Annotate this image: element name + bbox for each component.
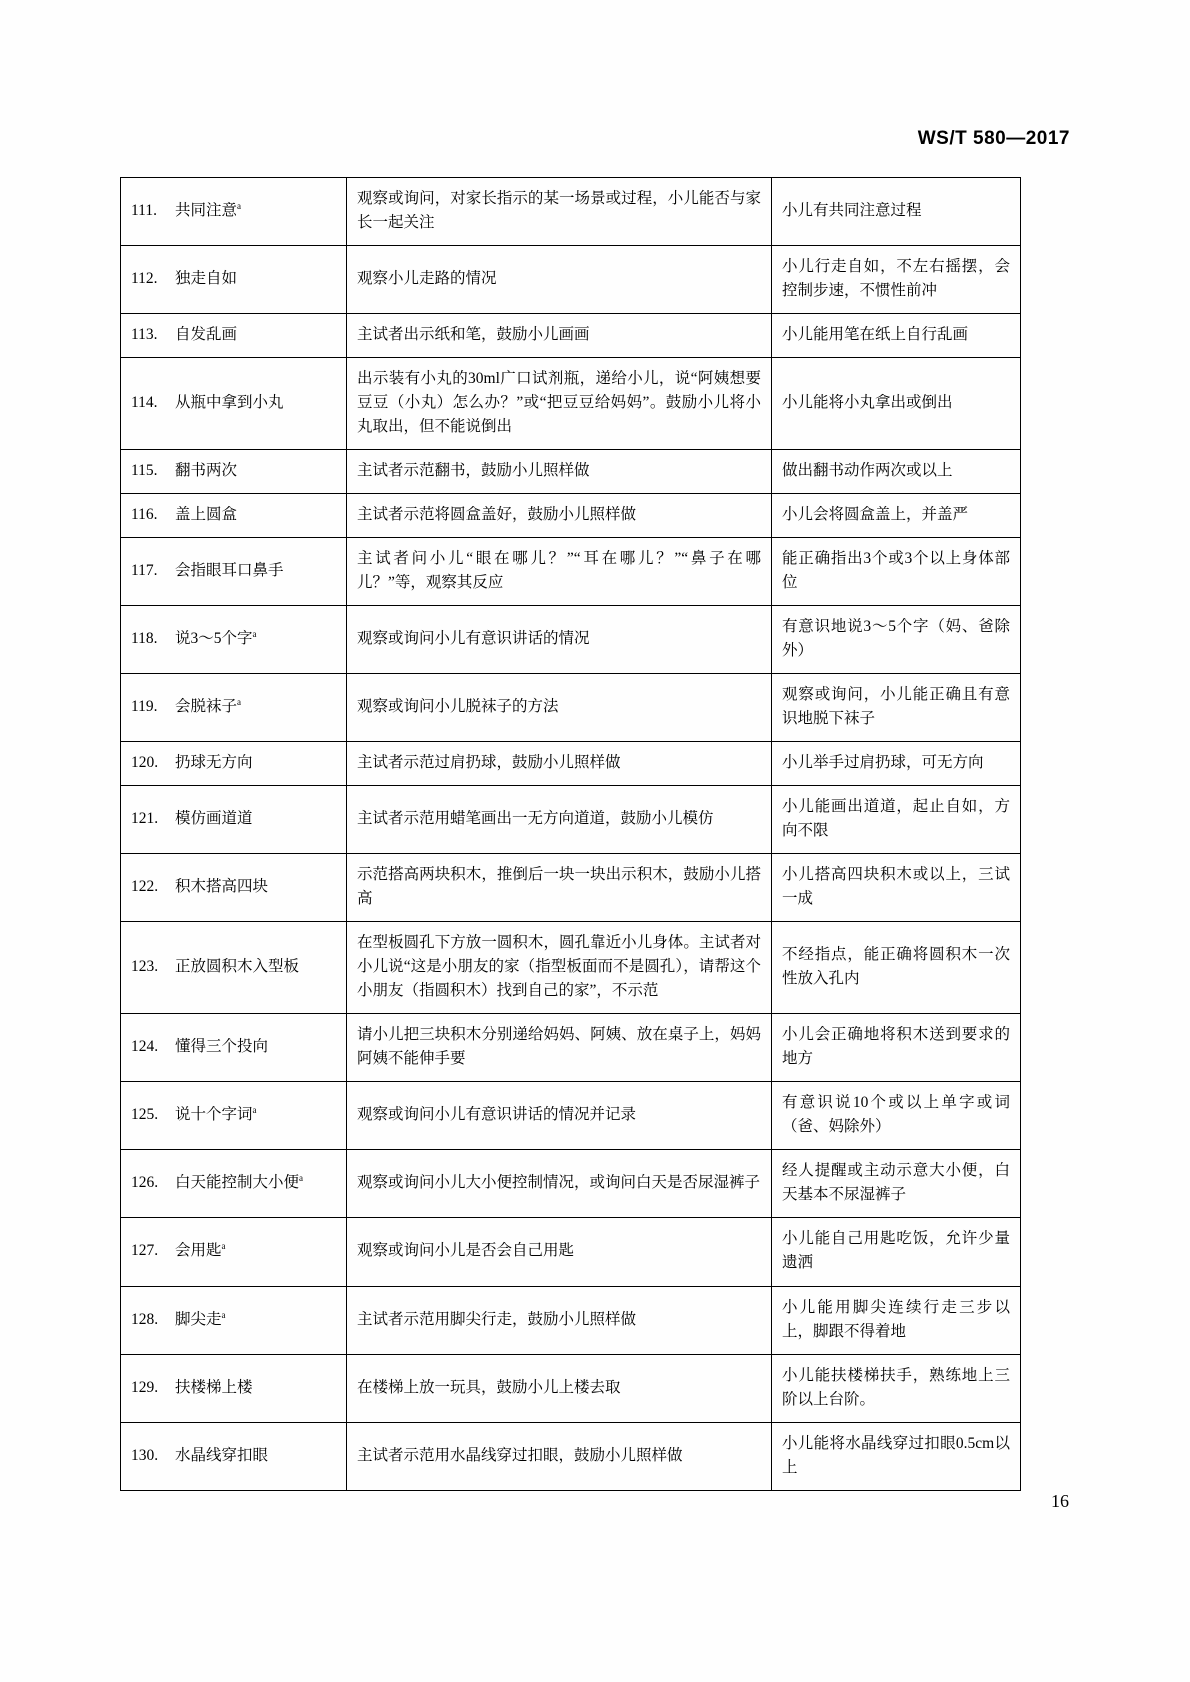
item-name: 说十个字词 <box>175 1106 253 1124</box>
item-name-cell <box>121 1082 347 1150</box>
table-row <box>121 1150 1021 1218</box>
item-pass-criteria-cell: 小儿能用脚尖连续行走三步以上，脚跟不得着地 <box>772 1286 1021 1354</box>
item-name: 从瓶中拿到小丸 <box>175 394 284 412</box>
item-index: 112. <box>131 270 158 288</box>
item-index: 117. <box>131 562 158 580</box>
item-name: 扶楼梯上楼 <box>175 1378 253 1396</box>
item-name: 共同注意 <box>175 202 238 219</box>
item-method-cell: 主试者示范用脚尖行走，鼓励小儿照样做 <box>347 1286 772 1354</box>
item-method-cell: 主试者示范用蜡笔画出一无方向道道，鼓励小儿模仿 <box>347 786 772 854</box>
item-name: 扔球无方向 <box>175 754 253 772</box>
table-row <box>121 786 1021 854</box>
table-row <box>121 178 1021 246</box>
item-name: 翻书两次 <box>175 462 238 480</box>
footnote-mark: a <box>237 697 242 708</box>
item-pass-criteria-cell: 小儿搭高四块积木或以上，三试一成 <box>772 854 1021 922</box>
item-pass-criteria-cell: 小儿能自己用匙吃饭，允许少量遗洒 <box>772 1218 1021 1286</box>
item-name-cell <box>121 674 347 742</box>
table-row <box>121 358 1021 450</box>
item-index: 113. <box>131 326 158 344</box>
item-name: 白天能控制大小便 <box>175 1174 300 1192</box>
table-row <box>121 1014 1021 1082</box>
item-name-cell <box>121 1354 347 1422</box>
item-pass-criteria-cell: 小儿能扶楼梯扶手，熟练地上三阶以上台阶。 <box>772 1354 1021 1422</box>
item-index: 129. <box>131 1378 159 1396</box>
item-name: 说3～5个字 <box>175 630 253 648</box>
item-index: 116. <box>131 506 158 524</box>
table-row <box>121 606 1021 674</box>
item-index: 123. <box>131 958 159 976</box>
item-name-cell <box>121 1218 347 1286</box>
table-body <box>121 178 1021 1491</box>
item-index: 124. <box>131 1038 159 1056</box>
footnote-mark: a <box>299 1173 304 1184</box>
item-method-cell: 观察或询问小儿有意识讲话的情况并记录 <box>347 1082 772 1150</box>
item-method-cell: 观察小儿走路的情况 <box>347 246 772 314</box>
item-method-cell: 主试者问小儿“眼在哪儿？”“耳在哪儿？”“鼻子在哪儿？”等，观察其反应 <box>347 538 772 606</box>
item-name: 独走自如 <box>175 270 238 288</box>
item-method-cell: 观察或询问，对家长指示的某一场景或过程，小儿能否与家长一起关注 <box>347 178 772 246</box>
item-pass-criteria-cell: 经人提醒或主动示意大小便，白天基本不尿湿裤子 <box>772 1150 1021 1218</box>
item-method-cell: 观察或询问小儿有意识讲话的情况 <box>347 606 772 674</box>
table-row <box>121 450 1021 494</box>
item-name: 积木搭高四块 <box>175 878 269 896</box>
item-method-cell: 示范搭高两块积木，推倒后一块一块出示积木，鼓励小儿搭高 <box>347 854 772 922</box>
item-pass-criteria-cell: 小儿能将小丸拿出或倒出 <box>772 358 1021 450</box>
item-pass-criteria-cell: 小儿能将水晶线穿过扣眼0.5cm以上 <box>772 1422 1021 1490</box>
table-row <box>121 494 1021 538</box>
item-index: 118. <box>131 630 158 648</box>
item-name-cell <box>121 178 347 246</box>
item-pass-criteria-cell: 不经指点，能正确将圆积木一次性放入孔内 <box>772 922 1021 1014</box>
item-index: 130. <box>131 1446 159 1464</box>
item-name-cell <box>121 246 347 314</box>
table-row <box>121 742 1021 786</box>
item-method-cell: 主试者示范将圆盒盖好，鼓励小儿照样做 <box>347 494 772 538</box>
item-index: 125. <box>131 1106 159 1124</box>
standard-code-header: WS/T 580—2017 <box>917 128 1070 149</box>
item-index: 127. <box>131 1242 159 1260</box>
item-pass-criteria-cell: 小儿能画出道道，起止自如，方向不限 <box>772 786 1021 854</box>
table-row <box>121 538 1021 606</box>
footnote-mark: a <box>252 1105 257 1116</box>
footnote-mark: a <box>237 200 242 211</box>
item-index: 128. <box>131 1310 159 1328</box>
item-name-cell <box>121 854 347 922</box>
item-name: 自发乱画 <box>175 326 238 344</box>
item-name: 会脱袜子 <box>175 698 238 716</box>
item-name: 懂得三个投向 <box>175 1038 269 1056</box>
item-method-cell: 观察或询问小儿大小便控制情况，或询问白天是否尿湿裤子 <box>347 1150 772 1218</box>
item-method-cell: 主试者出示纸和笔，鼓励小儿画画 <box>347 314 772 358</box>
table-row <box>121 1082 1021 1150</box>
table-row <box>121 314 1021 358</box>
item-method-cell: 请小儿把三块积木分别递给妈妈、阿姨、放在桌子上，妈妈阿姨不能伸手要 <box>347 1014 772 1082</box>
item-method-cell: 在型板圆孔下方放一圆积木，圆孔靠近小儿身体。主试者对小儿说“这是小朋友的家（指型板面而不是圆孔），请帮这个小朋友（指圆积木）找到自己的家”，不示范 <box>347 922 772 1014</box>
table-row <box>121 854 1021 922</box>
footnote-mark: a <box>221 1309 226 1320</box>
table-row <box>121 674 1021 742</box>
item-index: 111. <box>131 202 157 219</box>
item-name: 模仿画道道 <box>175 810 253 828</box>
item-name-cell <box>121 314 347 358</box>
item-pass-criteria-cell: 能正确指出3个或3个以上身体部位 <box>772 538 1021 606</box>
item-name: 脚尖走 <box>175 1310 222 1328</box>
page-number: 16 <box>1051 1491 1069 1511</box>
item-name-cell <box>121 786 347 854</box>
item-name-cell <box>121 1286 347 1354</box>
table-row <box>121 1286 1021 1354</box>
item-method-cell: 出示装有小丸的30ml广口试剂瓶，递给小儿，说“阿姨想要豆豆（小丸）怎么办？”或“把豆豆给妈妈”。鼓励小儿将小丸取出，但不能说倒出 <box>347 358 772 450</box>
item-name-cell <box>121 1150 347 1218</box>
item-name: 盖上圆盒 <box>175 506 238 524</box>
item-index: 122. <box>131 878 159 896</box>
item-method-cell: 在楼梯上放一玩具，鼓励小儿上楼去取 <box>347 1354 772 1422</box>
item-pass-criteria-cell: 有意识地说3～5个字（妈、爸除外） <box>772 606 1021 674</box>
item-pass-criteria-cell: 有意识说10个或以上单字或词（爸、妈除外） <box>772 1082 1021 1150</box>
item-index: 121. <box>131 810 159 828</box>
item-pass-criteria-cell: 小儿能用笔在纸上自行乱画 <box>772 314 1021 358</box>
item-name-cell <box>121 538 347 606</box>
item-method-cell: 观察或询问小儿是否会自己用匙 <box>347 1218 772 1286</box>
item-name-cell <box>121 606 347 674</box>
item-index: 119. <box>131 698 158 716</box>
footnote-mark: a <box>221 1241 226 1252</box>
item-pass-criteria-cell: 小儿会将圆盒盖上，并盖严 <box>772 494 1021 538</box>
item-name-cell <box>121 358 347 450</box>
item-name-cell <box>121 1422 347 1490</box>
item-pass-criteria-cell: 做出翻书动作两次或以上 <box>772 450 1021 494</box>
item-pass-criteria-cell: 小儿行走自如，不左右摇摆，会控制步速，不惯性前冲 <box>772 246 1021 314</box>
item-name: 正放圆积木入型板 <box>175 958 300 976</box>
item-index: 114. <box>131 394 158 412</box>
item-method-cell: 主试者示范用水晶线穿过扣眼，鼓励小儿照样做 <box>347 1422 772 1490</box>
table-row <box>121 1218 1021 1286</box>
table-row <box>121 1422 1021 1490</box>
item-pass-criteria-cell: 小儿举手过肩扔球，可无方向 <box>772 742 1021 786</box>
assessment-items-table <box>120 177 1021 1491</box>
item-index: 120. <box>131 754 159 772</box>
table-row <box>121 246 1021 314</box>
item-pass-criteria-cell: 观察或询问，小儿能正确且有意识地脱下袜子 <box>772 674 1021 742</box>
footnote-mark: a <box>252 629 257 640</box>
item-index: 126. <box>131 1174 159 1192</box>
item-method-cell: 主试者示范翻书，鼓励小儿照样做 <box>347 450 772 494</box>
item-name: 会指眼耳口鼻手 <box>175 562 284 580</box>
item-index: 115. <box>131 462 158 480</box>
item-pass-criteria-cell: 小儿会正确地将积木送到要求的地方 <box>772 1014 1021 1082</box>
table-row <box>121 922 1021 1014</box>
item-name: 水晶线穿扣眼 <box>175 1446 269 1464</box>
item-name-cell <box>121 494 347 538</box>
item-name-cell <box>121 922 347 1014</box>
assessment-items-table-wrapper <box>120 177 1020 1491</box>
item-name-cell <box>121 742 347 786</box>
item-method-cell: 主试者示范过肩扔球，鼓励小儿照样做 <box>347 742 772 786</box>
item-method-cell: 观察或询问小儿脱袜子的方法 <box>347 674 772 742</box>
table-row <box>121 1354 1021 1422</box>
item-name-cell <box>121 1014 347 1082</box>
item-pass-criteria-cell: 小儿有共同注意过程 <box>772 178 1021 246</box>
item-name: 会用匙 <box>175 1242 222 1260</box>
item-name-cell <box>121 450 347 494</box>
